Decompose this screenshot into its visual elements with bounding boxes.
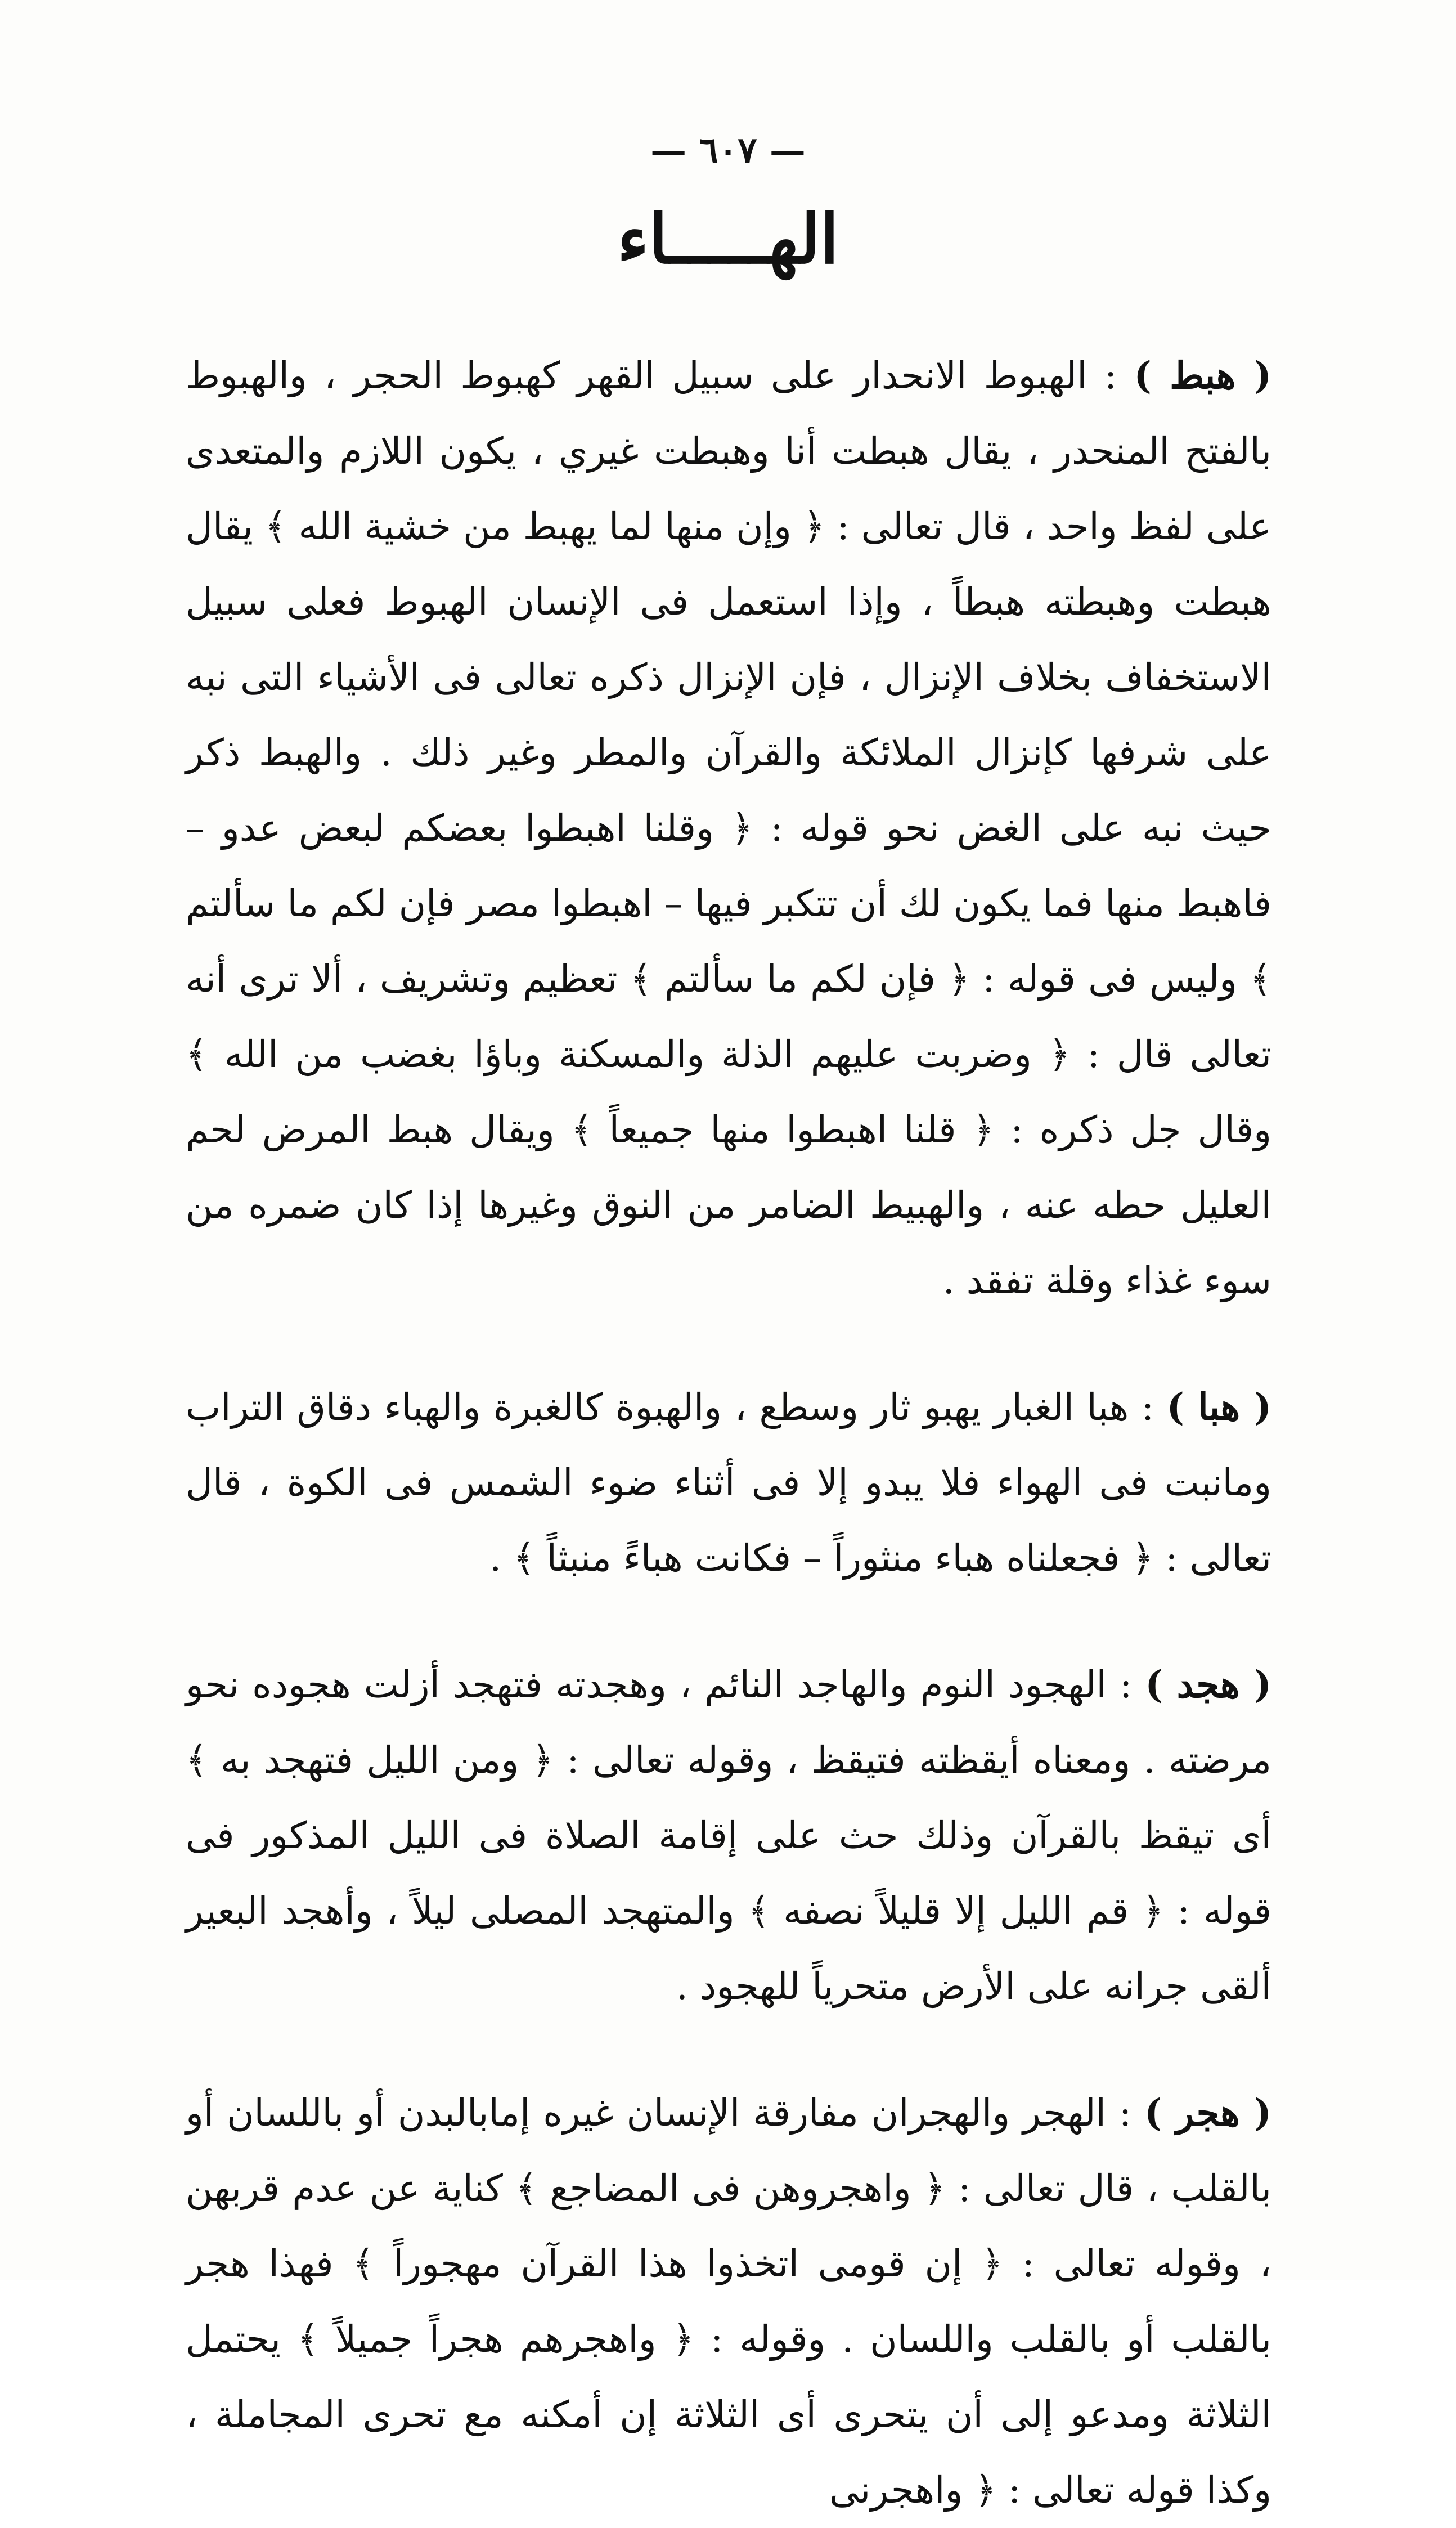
text-column [186,338,1271,2528]
dictionary-entry [186,2075,1271,2528]
dictionary-entry [186,1369,1271,1596]
dictionary-entry [186,1647,1271,2024]
chapter-title: الهـــــاء [617,200,839,279]
entry-text: : هبا الغبار يهبو ثار وسطع ، والهبوة كالغبرة والهباء دقاق التراب ومانبت فى الهواء فلا يبدو إلا فى أثناء ضوء الشمس فى الكوة ، قال تعالى : ﴿ فجعلناه هباء منثوراً – فكانت هباءً منبثاً ﴾ . [186,1386,1271,1580]
entry-headword: ( هجد ) [1145,1662,1272,1706]
entry-text: : الهجر والهجران مفارقة الإنسان غيره إمابالبدن أو باللسان أو بالقلب ، قال تعالى : ﴿ واهجروهن فى المضاجع ﴾ كناية عن عدم قربهن ، وقوله تعالى : ﴿ إن قومى اتخذوا هذا القرآن مهجوراً ﴾ فهذا هجر بالقلب أو بالقلب واللسان . وقوله : ﴿ واهجرهم هجراً جميلاً ﴾ يحتمل الثلاثة ومدعو إلى أن يتحرى أى الثلاثة إن أمكنه مع تحرى المجاملة ، وكذا قوله تعالى : ﴿ واهجرنى [186,2091,1271,2512]
entry-headword: ( هبا ) [1166,1385,1271,1429]
dictionary-entry [186,338,1271,1319]
entry-text: : الهجود النوم والهاجد النائم ، وهجدته فتهجد أزلت هجوده نحو مرضته . ومعناه أيقظته فتيقظ ، وقوله تعالى : ﴿ ومن الليل فتهجد به ﴾ أى تيقظ بالقرآن وذلك حث على إقامة الصلاة فى الليل المذكور فى قوله : ﴿ قم الليل إلا قليلاً نصفه ﴾ والمتهجد المصلى ليلاً ، وأهجد البعير ألقى جرانه على الأرض متحرياً للهجود . [186,1663,1271,2008]
page-number: — ٦٠٧ — [650,129,806,172]
entry-headword: ( هجر ) [1144,2091,1271,2135]
entry-text: : الهبوط الانحدار على سبيل القهر كهبوط الحجر ، والهبوط بالفتح المنحدر ، يقال هبطت أنا وهبطت غيري ، يكون اللازم والمتعدى على لفظ واحد ، قال تعالى : ﴿ وإن منها لما يهبط من خشية الله ﴾ يقال هبطت وهبطته هبطاً ، وإذا استعمل فى الإنسان الهبوط فعلى سبيل الاستخفاف بخلاف الإنزال ، فإن الإنزال ذكره تعالى فى الأشياء التى نبه على شرفها كإنزال الملائكة والقرآن والمطر وغير ذلك . والهبط ذكر حيث نبه على الغض نحو قوله : ﴿ وقلنا اهبطوا بعضكم لبعض عدو – فاهبط منها فما يكون لك أن تتكبر فيها – اهبطوا مصر فإن لكم ما سألتم ﴾ وليس فى قوله : ﴿ فإن لكم ما سألتم ﴾ تعظيم وتشريف ، ألا ترى أنه تعالى قال : ﴿ وضربت عليهم الذلة والمسكنة وباؤا بغضب من الله ﴾ وقال جل ذكره : ﴿ قلنا اهبطوا منها جميعاً ﴾ ويقال هبط المرض لحم العليل حطه عنه ، والهبيط الضامر من النوق وغيرها إذا كان ضمره من سوء غذاء وقلة تفقد . [186,354,1271,1302]
entry-headword: ( هبط ) [1134,353,1272,397]
